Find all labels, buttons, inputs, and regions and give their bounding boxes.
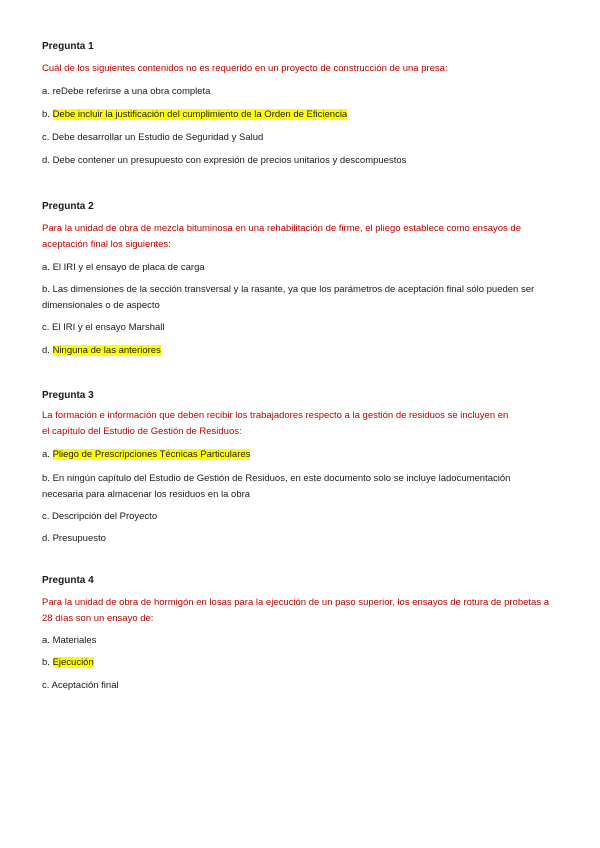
option-text: Presupuesto bbox=[52, 533, 106, 544]
option-text-highlighted: Pliego de Prescripciones Técnicas Particulares bbox=[52, 449, 251, 460]
question-block bbox=[42, 201, 562, 356]
question-title: Pregunta 3 bbox=[42, 390, 94, 401]
option-prefix: b. bbox=[42, 109, 53, 120]
option-d bbox=[42, 531, 106, 547]
question-statement: Para la unidad de obra de mezcla bituminosa en una rehabilitación de firme, el pliego establece como ensayos de aceptación final los siguientes: bbox=[42, 223, 521, 250]
option-prefix: d. bbox=[42, 533, 53, 544]
option-text: Debe contener un presupuesto con expresión de precios unitarios y descompuestos bbox=[52, 155, 407, 166]
option-text-highlighted: Ninguna de las anteriores bbox=[52, 345, 161, 356]
option-prefix: a. bbox=[42, 635, 53, 646]
option-prefix: b. bbox=[42, 657, 53, 668]
question-title: Pregunta 1 bbox=[42, 41, 94, 52]
option-text: Aceptación final bbox=[51, 680, 119, 691]
option-text: En ningún capítulo del Estudio de Gestión de Residuos, en este documento solo se incluye ladocumentación necesaria para almacenar los residuos en la obra bbox=[42, 473, 511, 500]
option-text: El IRI y el ensayo de placa de carga bbox=[52, 262, 205, 273]
question-title: Pregunta 4 bbox=[42, 575, 94, 586]
option-text: Debe desarrollar un Estudio de Seguridad y Salud bbox=[52, 132, 264, 143]
option-a bbox=[42, 447, 250, 463]
option-text: Materiales bbox=[52, 635, 97, 646]
question-statement: Para la unidad de obra de hormigón en losas para la ejecución de un paso superior, los ensayos de rotura de probetas a 28 días son un ensayo de: bbox=[42, 597, 550, 624]
option-prefix: d. bbox=[42, 345, 53, 356]
option-a bbox=[42, 84, 210, 100]
option-prefix: c. bbox=[42, 132, 53, 143]
question-block bbox=[42, 575, 562, 691]
option-b bbox=[42, 107, 347, 123]
question-statement: La formación e información que deben recibir los trabajadores respecto a la gestión de residuos se incluyen en el capítulo del Estudio de Gestión de Residuos: bbox=[42, 410, 509, 437]
question-title: Pregunta 2 bbox=[42, 201, 94, 212]
option-prefix: a. bbox=[42, 262, 53, 273]
option-prefix: b. bbox=[42, 284, 53, 295]
option-prefix: c. bbox=[42, 680, 52, 691]
option-b bbox=[42, 655, 94, 671]
option-text: Las dimensiones de la sección transversal y la rasante, ya que los parámetros de aceptación final sólo pueden ser dimensionales o de aspecto bbox=[42, 284, 535, 311]
option-b bbox=[42, 471, 552, 503]
option-c bbox=[42, 509, 157, 525]
question-statement: Cuál de los siguientes contenidos no es requerido en un proyecto de construcción de una presa: bbox=[42, 63, 448, 74]
option-text: Descripción del Proyecto bbox=[52, 511, 158, 522]
option-text-highlighted: Ejecución bbox=[52, 657, 94, 668]
question-block bbox=[42, 41, 562, 166]
option-text: El IRI y el ensayo Marshall bbox=[52, 322, 165, 333]
option-prefix: c. bbox=[42, 511, 53, 522]
option-prefix: a. bbox=[42, 449, 53, 460]
option-prefix: b. bbox=[42, 473, 53, 484]
option-prefix: a. bbox=[42, 86, 53, 97]
option-d bbox=[42, 153, 406, 169]
option-c bbox=[42, 678, 119, 694]
option-a bbox=[42, 260, 205, 276]
option-text: reDebe referirse a una obra completa bbox=[52, 86, 211, 97]
question-block bbox=[42, 390, 562, 544]
option-c bbox=[42, 130, 263, 146]
option-a bbox=[42, 633, 96, 649]
option-text-highlighted: Debe incluir la justificación del cumplimiento de la Orden de Eficiencia bbox=[52, 109, 348, 120]
option-c bbox=[42, 320, 165, 336]
option-d bbox=[42, 343, 161, 359]
option-b bbox=[42, 282, 552, 314]
option-prefix: d. bbox=[42, 155, 53, 166]
option-prefix: c. bbox=[42, 322, 53, 333]
